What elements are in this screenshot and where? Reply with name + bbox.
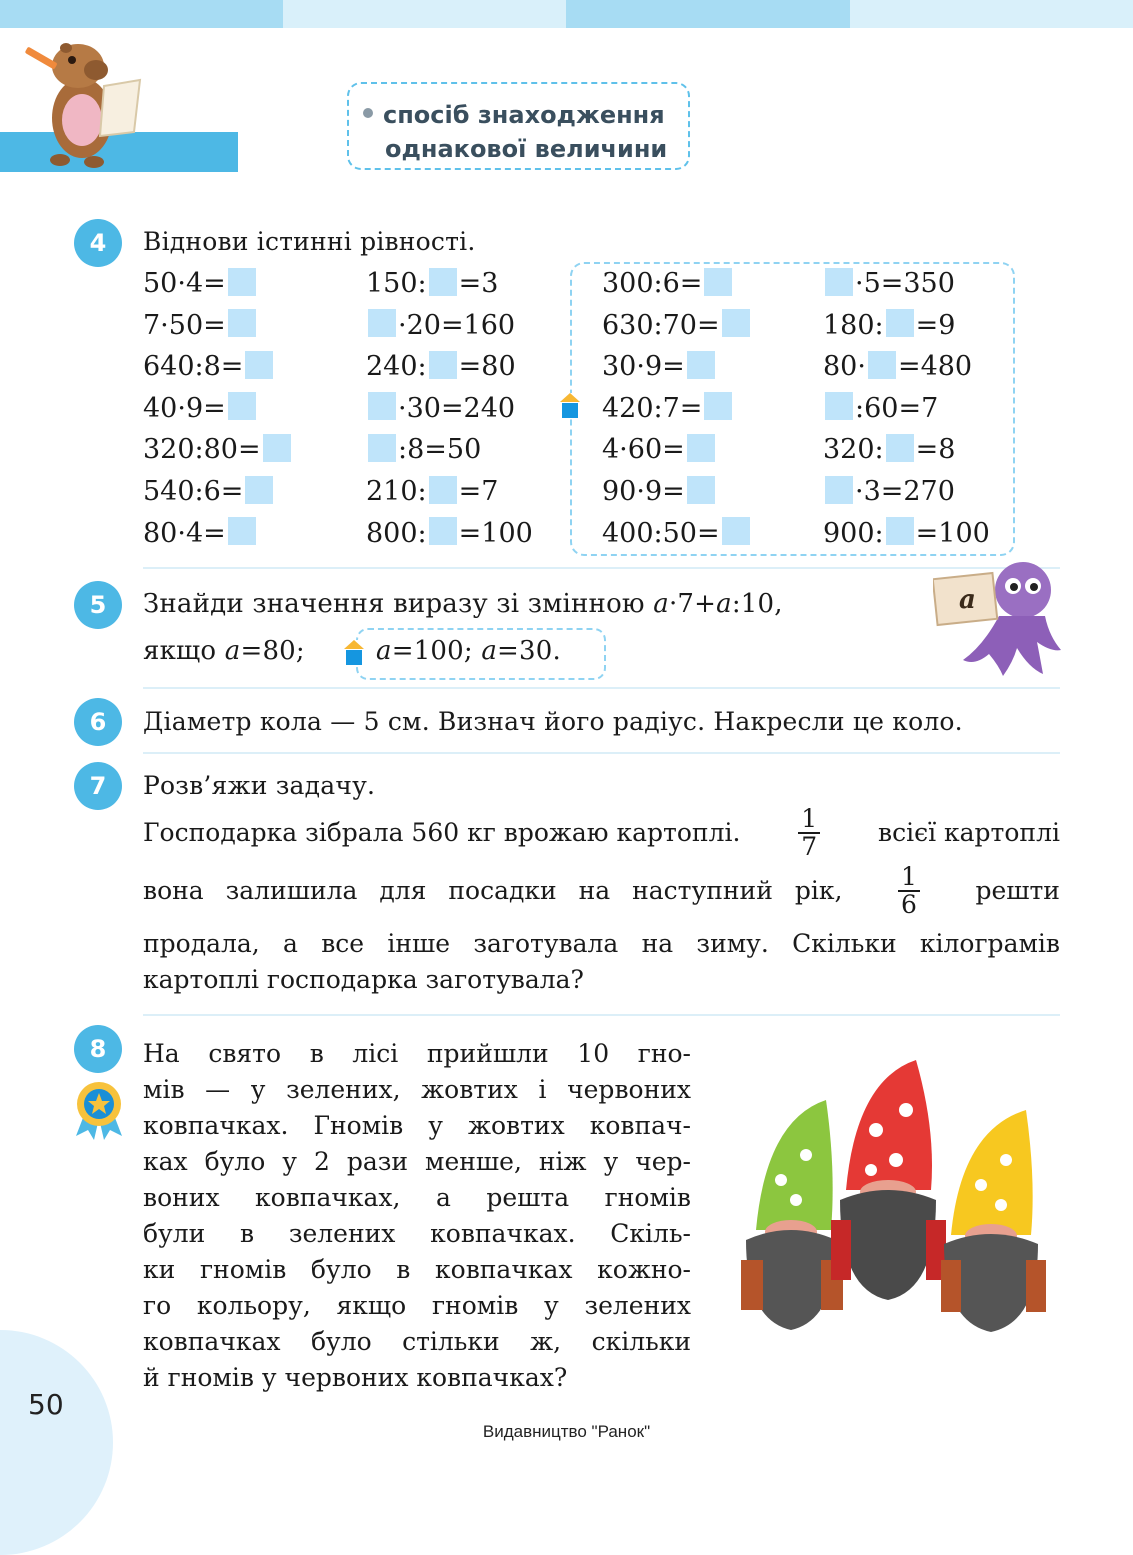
task5-line2-prefix: якщо xyxy=(143,636,225,666)
task4-instruction: Віднови істинні рівності. xyxy=(143,227,476,256)
equation-right: =3 xyxy=(458,268,499,299)
answer-box[interactable] xyxy=(825,268,853,296)
equation-col1-7 xyxy=(143,516,258,552)
v3-value: =30. xyxy=(497,636,561,666)
answer-box[interactable] xyxy=(245,351,273,379)
equation-col1-3 xyxy=(143,349,275,385)
equation-left: 90·9= xyxy=(602,476,685,507)
equation-left: 40·9= xyxy=(143,392,226,424)
task7-title: Розв’яжи задачу. xyxy=(143,771,376,800)
equation-col3-5 xyxy=(602,432,717,468)
separator-5 xyxy=(143,687,1060,689)
capybara-illustration xyxy=(20,36,142,170)
equation-col4-7 xyxy=(823,516,990,552)
equation-right: =100 xyxy=(915,517,990,549)
task5-line1-text: Знайди значення виразу зі змінною xyxy=(143,589,654,619)
task-badge-7: 7 xyxy=(74,762,122,810)
frac2-den: 6 xyxy=(900,890,917,919)
v1-var: a xyxy=(224,636,241,666)
task7-line2-a: вона залишила для посадки на наступний рік, xyxy=(143,876,843,905)
answer-box[interactable] xyxy=(368,309,396,337)
equation-left: 180: xyxy=(823,309,884,341)
task8-line: й гномів у червоних ковпачках? xyxy=(143,1363,568,1392)
topic-line-1: спосіб знаходження xyxy=(383,101,665,129)
answer-box[interactable] xyxy=(704,392,732,420)
equation-left: 80· xyxy=(823,351,866,383)
answer-box[interactable] xyxy=(886,309,914,337)
answer-box[interactable] xyxy=(825,476,853,504)
equation-col3-2 xyxy=(602,308,752,344)
equation-right: :60=7 xyxy=(855,392,939,424)
house-icon-5 xyxy=(344,640,364,664)
equation-col4-2 xyxy=(823,308,955,344)
equation-right: =7 xyxy=(458,476,499,507)
equation-col3-3 xyxy=(602,349,717,385)
equation-left: 800: xyxy=(366,517,427,549)
equation-right: ·20=160 xyxy=(398,309,516,341)
equation-col4-4 xyxy=(823,391,938,427)
answer-box[interactable] xyxy=(228,268,256,296)
answer-box[interactable] xyxy=(368,392,396,420)
answer-box[interactable] xyxy=(228,309,256,337)
v3-var: a xyxy=(481,636,498,666)
answer-box[interactable] xyxy=(429,268,457,296)
task8-text xyxy=(143,1036,691,1396)
task8-line: були в зелених ковпачках. Скіль- xyxy=(143,1219,691,1248)
equation-col2-4 xyxy=(366,391,515,427)
task5-line1 xyxy=(143,586,783,622)
answer-box[interactable] xyxy=(722,309,750,337)
equation-col3-6 xyxy=(602,474,717,510)
task7-line3-text: продала, а все інше заготувала на зиму. Скільки кілограмів xyxy=(143,929,1060,958)
equation-right: ·3=270 xyxy=(855,476,955,507)
equation-col3-4 xyxy=(602,391,734,427)
equation-right: =9 xyxy=(915,309,956,341)
task8-line: ковпачках. Гномів у жовтих ковпач- xyxy=(143,1111,691,1140)
equation-left: 150: xyxy=(366,268,427,299)
answer-box[interactable] xyxy=(825,392,853,420)
task-badge-4: 4 xyxy=(74,219,122,267)
topic-line-2: однакової величини xyxy=(385,135,668,163)
separator-4 xyxy=(143,567,1060,569)
equation-left: 30·9= xyxy=(602,351,685,383)
equation-left: 640:8= xyxy=(143,351,244,383)
answer-box[interactable] xyxy=(429,517,457,545)
task-badge-6: 6 xyxy=(74,698,122,746)
equation-col4-6 xyxy=(823,474,955,510)
publisher: Видавництво "Ранок" xyxy=(482,1422,651,1441)
answer-box[interactable] xyxy=(886,517,914,545)
task-badge-8: 8 xyxy=(74,1025,122,1073)
separator-7 xyxy=(143,1014,1060,1016)
task-badge-5: 5 xyxy=(74,581,122,629)
expr-a1: a xyxy=(653,589,669,619)
equation-left: 300:6= xyxy=(602,268,703,299)
equation-left: 50·4= xyxy=(143,268,226,299)
answer-box[interactable] xyxy=(722,517,750,545)
top-stripe-4 xyxy=(850,0,1133,28)
task5-values xyxy=(376,633,561,669)
equation-col2-5 xyxy=(366,432,481,468)
equation-col2-6 xyxy=(366,474,498,510)
equation-col2-7 xyxy=(366,516,533,552)
fraction-1-7 xyxy=(798,806,820,860)
answer-box[interactable] xyxy=(263,434,291,462)
answer-box[interactable] xyxy=(886,434,914,462)
equation-left: 7·50= xyxy=(143,309,226,341)
answer-box[interactable] xyxy=(687,351,715,379)
v2-var: a xyxy=(376,636,392,666)
page-corner xyxy=(0,1330,113,1555)
equation-left: 4·60= xyxy=(602,434,685,466)
answer-box[interactable] xyxy=(245,476,273,504)
frac1-den: 7 xyxy=(801,832,818,861)
equation-left: 80·4= xyxy=(143,517,226,549)
equation-left: 420:7= xyxy=(602,392,703,424)
task8-line: ки гномів було в ковпачках кожно- xyxy=(143,1255,691,1284)
equation-right: =80 xyxy=(458,351,516,383)
task7-line1 xyxy=(143,800,1060,866)
top-stripe-3 xyxy=(566,0,850,28)
equation-right: =8 xyxy=(915,434,956,466)
equation-col1-4 xyxy=(143,391,258,427)
task8-line: воних ковпачках, а решта гномів xyxy=(143,1183,691,1212)
task8-line: ках було у 2 рази менше, ніж у чер- xyxy=(143,1147,691,1176)
equation-col1-6 xyxy=(143,474,275,510)
equation-col4-1 xyxy=(823,266,955,302)
equation-left: 320:80= xyxy=(143,434,261,466)
task8-line: мів — у зелених, жовтих і червоних xyxy=(143,1075,691,1104)
gnomes-illustration xyxy=(736,1060,1056,1340)
answer-box[interactable] xyxy=(228,517,256,545)
frac2-num: 1 xyxy=(898,864,920,892)
top-stripe-2 xyxy=(283,0,566,28)
equation-right: :8=50 xyxy=(398,434,482,466)
top-stripe-1 xyxy=(0,0,283,28)
equation-col3-1 xyxy=(602,266,734,302)
bullet-icon xyxy=(363,108,373,118)
frac1-num: 1 xyxy=(798,806,820,834)
equation-col4-5 xyxy=(823,432,955,468)
star-medal-icon xyxy=(72,1080,126,1140)
answer-box[interactable] xyxy=(368,434,396,462)
sign-letter: a xyxy=(959,585,976,615)
equation-col2-3 xyxy=(366,349,516,385)
answer-box[interactable] xyxy=(868,351,896,379)
answer-box[interactable] xyxy=(704,268,732,296)
equation-right: ·30=240 xyxy=(398,392,516,424)
task7-line2-b: решти xyxy=(975,876,1060,905)
task8-line: На свято в лісі прийшли 10 гно- xyxy=(143,1039,691,1068)
v2-value: =100; xyxy=(391,636,473,666)
task7-line1-b: всієї картоплі xyxy=(878,818,1060,847)
equation-right: =480 xyxy=(897,351,973,383)
equation-col2-1 xyxy=(366,266,498,302)
equation-left: 540:6= xyxy=(143,476,244,507)
equation-right: ·5=350 xyxy=(855,268,955,299)
equation-left: 240: xyxy=(366,351,427,383)
equation-left: 400:50= xyxy=(602,517,720,549)
equation-col1-1 xyxy=(143,266,258,302)
answer-box[interactable] xyxy=(228,392,256,420)
equation-left: 900: xyxy=(823,517,884,549)
equation-col1-2 xyxy=(143,308,258,344)
task5-line2 xyxy=(143,633,305,669)
answer-box[interactable] xyxy=(429,476,457,504)
equation-col3-7 xyxy=(602,516,752,552)
equation-col2-2 xyxy=(366,308,515,344)
equation-left: 210: xyxy=(366,476,427,507)
equation-col1-5 xyxy=(143,432,293,468)
expr-a2: a xyxy=(716,589,732,619)
equation-right: =100 xyxy=(458,517,533,549)
expr-end: :10, xyxy=(731,589,783,619)
equation-left: 630:70= xyxy=(602,309,720,341)
fraction-1-6 xyxy=(898,864,920,918)
task7-line1-a: Господарка зібрала 560 кг врожаю картоплі. xyxy=(143,818,741,847)
answer-box[interactable] xyxy=(687,476,715,504)
answer-box[interactable] xyxy=(429,351,457,379)
task8-line: го кольору, якщо гномів у зелених xyxy=(143,1291,691,1320)
separator-6 xyxy=(143,752,1060,754)
equation-left: 320: xyxy=(823,434,884,466)
task8-line: ковпачках було стільки ж, скільки xyxy=(143,1327,691,1356)
v1-value: =80; xyxy=(240,636,305,666)
topic-box xyxy=(347,82,690,170)
page-number: 50 xyxy=(28,1388,64,1421)
task7-line3 xyxy=(143,926,1060,962)
expr-mid: ·7+ xyxy=(668,589,717,619)
octopus-illustration xyxy=(933,556,1063,680)
equation-col4-3 xyxy=(823,349,972,385)
task6-text: Діаметр кола — 5 см. Визнач його радіус. Накресли це коло. xyxy=(143,707,963,736)
task7-line4: картоплі господарка заготувала? xyxy=(143,965,584,994)
task7-line2 xyxy=(143,858,1060,924)
house-icon xyxy=(560,393,580,417)
answer-box[interactable] xyxy=(687,434,715,462)
